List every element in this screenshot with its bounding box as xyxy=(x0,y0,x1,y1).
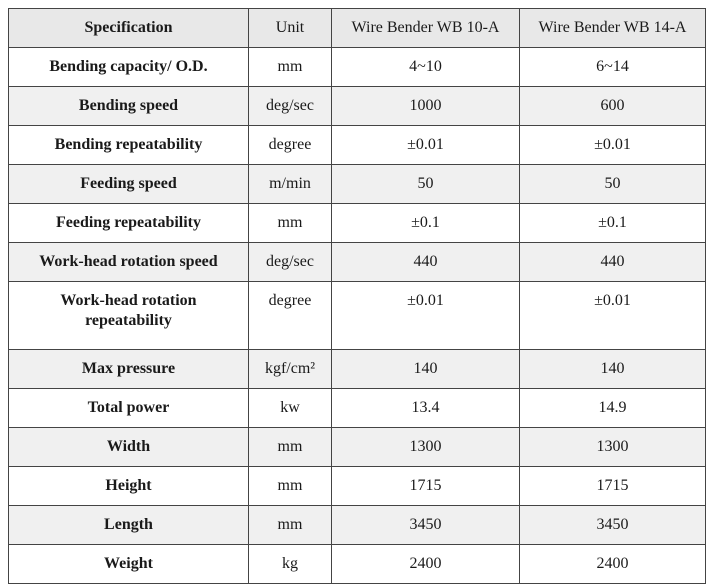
model-b-cell: ±0.01 xyxy=(520,282,706,350)
spec-cell: Max pressure xyxy=(9,350,249,389)
model-a-cell: 1000 xyxy=(332,87,520,126)
model-b-cell: ±0.01 xyxy=(520,126,706,165)
unit-cell: mm xyxy=(249,204,332,243)
spec-cell: Weight xyxy=(9,545,249,584)
table-row xyxy=(9,204,706,243)
unit-cell: kgf/cm² xyxy=(249,350,332,389)
header-unit: Unit xyxy=(249,9,332,48)
model-a-cell: 50 xyxy=(332,165,520,204)
model-b-cell: 140 xyxy=(520,350,706,389)
model-a-cell: 140 xyxy=(332,350,520,389)
unit-cell: kg xyxy=(249,545,332,584)
table-header xyxy=(9,9,706,48)
spec-cell: Feeding repeatability xyxy=(9,204,249,243)
model-a-cell: 1300 xyxy=(332,428,520,467)
spec-cell: Height xyxy=(9,467,249,506)
unit-cell: deg/sec xyxy=(249,87,332,126)
spec-cell: Feeding speed xyxy=(9,165,249,204)
table-row xyxy=(9,243,706,282)
model-b-cell: 14.9 xyxy=(520,389,706,428)
unit-cell: kw xyxy=(249,389,332,428)
unit-cell: mm xyxy=(249,48,332,87)
unit-cell: deg/sec xyxy=(249,243,332,282)
model-b-cell: ±0.1 xyxy=(520,204,706,243)
model-b-cell: 2400 xyxy=(520,545,706,584)
spec-cell: Bending speed xyxy=(9,87,249,126)
header-model-a: Wire Bender WB 10-A xyxy=(332,9,520,48)
model-a-cell: 4~10 xyxy=(332,48,520,87)
header-row xyxy=(9,9,706,48)
unit-cell: m/min xyxy=(249,165,332,204)
spec-cell: Bending repeatability xyxy=(9,126,249,165)
spec-table xyxy=(8,8,706,584)
spec-cell: Length xyxy=(9,506,249,545)
model-b-cell: 6~14 xyxy=(520,48,706,87)
model-a-cell: 2400 xyxy=(332,545,520,584)
spec-cell: Bending capacity/ O.D. xyxy=(9,48,249,87)
unit-cell: mm xyxy=(249,506,332,545)
model-b-cell: 600 xyxy=(520,87,706,126)
spec-cell xyxy=(9,282,249,350)
unit-cell: mm xyxy=(249,428,332,467)
table-row xyxy=(9,467,706,506)
model-b-cell: 50 xyxy=(520,165,706,204)
header-model-b: Wire Bender WB 14-A xyxy=(520,9,706,48)
model-b-cell: 440 xyxy=(520,243,706,282)
model-a-cell: 13.4 xyxy=(332,389,520,428)
model-b-cell: 1715 xyxy=(520,467,706,506)
spec-table-container xyxy=(8,8,706,584)
model-b-cell: 1300 xyxy=(520,428,706,467)
model-a-cell: ±0.1 xyxy=(332,204,520,243)
table-row xyxy=(9,282,706,350)
model-a-cell: ±0.01 xyxy=(332,282,520,350)
table-row xyxy=(9,87,706,126)
table-row xyxy=(9,389,706,428)
table-row xyxy=(9,350,706,389)
unit-cell: mm xyxy=(249,467,332,506)
model-b-cell: 3450 xyxy=(520,506,706,545)
table-row xyxy=(9,428,706,467)
spec-cell: Total power xyxy=(9,389,249,428)
unit-cell: degree xyxy=(249,282,332,350)
header-specification: Specification xyxy=(9,9,249,48)
model-a-cell: 3450 xyxy=(332,506,520,545)
table-body xyxy=(9,48,706,584)
spec-cell-line-1: Work-head rotation xyxy=(60,292,197,309)
model-a-cell: ±0.01 xyxy=(332,126,520,165)
table-row xyxy=(9,48,706,87)
unit-cell: degree xyxy=(249,126,332,165)
spec-cell: Work-head rotation speed xyxy=(9,243,249,282)
table-row xyxy=(9,165,706,204)
table-row xyxy=(9,545,706,584)
model-a-cell: 1715 xyxy=(332,467,520,506)
spec-cell: Width xyxy=(9,428,249,467)
table-row xyxy=(9,506,706,545)
spec-cell-line-2: repeatability xyxy=(85,312,172,329)
model-a-cell: 440 xyxy=(332,243,520,282)
table-row xyxy=(9,126,706,165)
